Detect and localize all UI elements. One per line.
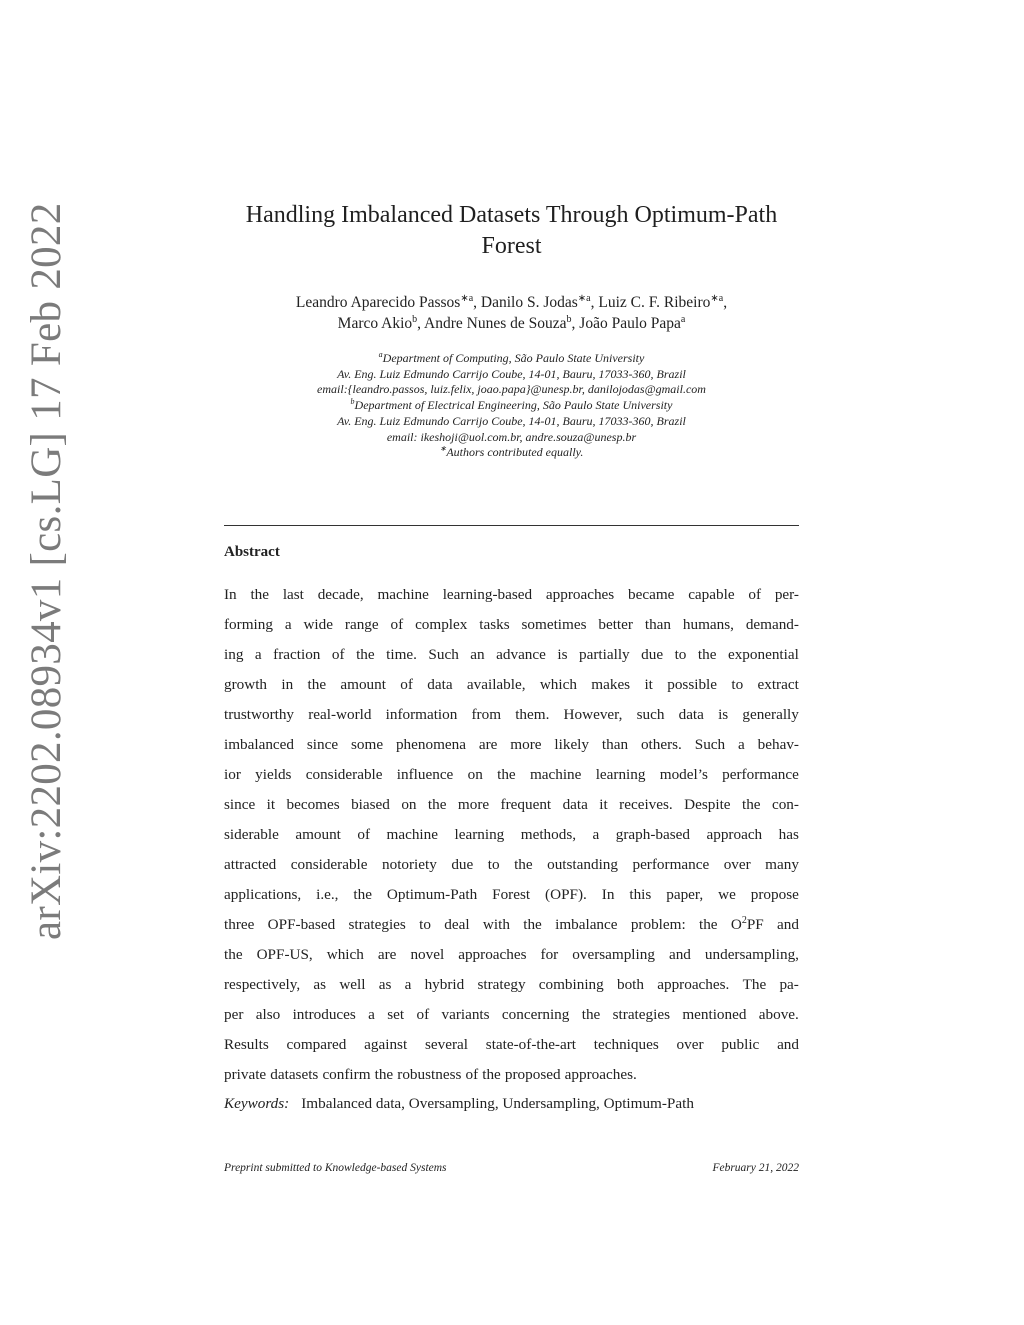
abstract-word: which bbox=[326, 945, 364, 963]
abstract-word: more bbox=[510, 735, 542, 753]
abstract-word: strategies bbox=[612, 1005, 670, 1023]
abstract-word: introduces bbox=[292, 1005, 356, 1023]
abstract-word: exponential bbox=[727, 645, 799, 663]
abstract-word: better bbox=[598, 615, 633, 633]
abstract-word: several bbox=[424, 1035, 468, 1053]
abstract-word: pa- bbox=[779, 975, 799, 993]
abstract-word: the bbox=[741, 795, 761, 813]
abstract-line bbox=[224, 610, 799, 640]
abstract-word: to bbox=[487, 855, 500, 873]
abstract-word: in bbox=[281, 675, 294, 693]
abstract-word: real-world bbox=[308, 705, 372, 723]
abstract-word: con- bbox=[771, 795, 799, 813]
abstract-word: performance bbox=[632, 855, 710, 873]
abstract-word: notoriety bbox=[382, 855, 437, 873]
abstract-word: the bbox=[697, 645, 717, 663]
abstract-word: the bbox=[482, 1065, 501, 1083]
abstract-word: Such bbox=[428, 645, 459, 663]
abstract-word: of bbox=[357, 825, 371, 843]
abstract-word: humans, bbox=[682, 615, 734, 633]
abstract-word: deal bbox=[444, 915, 470, 933]
abstract-word: complex bbox=[415, 615, 468, 633]
footnote-text: Authors contributed equally. bbox=[446, 445, 584, 460]
abstract-word: hybrid bbox=[424, 975, 465, 993]
abstract-word: proposed bbox=[504, 1065, 561, 1083]
abstract-word: per- bbox=[774, 585, 799, 603]
abstract-word: strategy bbox=[477, 975, 526, 993]
affiliation-b-address: Av. Eng. Luiz Edmundo Carrijo Coube, 14-01, Bauru, 17033-360, Brazil bbox=[337, 413, 686, 428]
abstract-word: than bbox=[601, 735, 629, 753]
abstract-word: which bbox=[539, 675, 577, 693]
abstract-word: becomes bbox=[286, 795, 340, 813]
abstract-line bbox=[224, 1060, 799, 1090]
affiliation-b-department bbox=[224, 398, 799, 414]
abstract-word: paper, bbox=[666, 885, 704, 903]
abstract-word: wide bbox=[303, 615, 333, 633]
abstract-word: both bbox=[616, 975, 644, 993]
abstract-word: is bbox=[718, 705, 729, 723]
abstract-word: since bbox=[224, 795, 256, 813]
abstract-word: data bbox=[427, 675, 453, 693]
abstract-word: learning bbox=[595, 765, 646, 783]
abstract-word: a bbox=[404, 975, 412, 993]
abstract-word: of bbox=[400, 675, 413, 693]
abstract-word: and bbox=[777, 1035, 799, 1053]
affiliation-text: Department of Electrical Engineering, São Paulo State University bbox=[354, 398, 673, 413]
abstract-word: learning bbox=[454, 825, 505, 843]
abstract-word: learning-based bbox=[442, 585, 533, 603]
footer-date: February 21, 2022 bbox=[712, 1162, 799, 1174]
abstract-word: sometimes bbox=[521, 615, 587, 633]
abstract-word: for bbox=[540, 945, 559, 963]
abstract-word: the bbox=[698, 915, 718, 933]
author-affiliation-mark: ∗a bbox=[460, 292, 474, 304]
affiliation-text: Department of Computing, São Paulo State University bbox=[382, 351, 645, 365]
abstract-word: three bbox=[224, 915, 255, 933]
abstract-word: strategies bbox=[348, 915, 406, 933]
abstract-line bbox=[224, 820, 799, 850]
abstract-word: Forest bbox=[492, 885, 531, 903]
affiliation-a-email: email:{leandro.passos, luiz.felix, joao.papa}@unesp.br, danilojodas@gmail.com bbox=[317, 382, 706, 397]
footer-journal: Preprint submitted to Knowledge-based Systems bbox=[224, 1162, 447, 1174]
abstract-word: imbalance bbox=[555, 915, 618, 933]
author-separator: , bbox=[473, 294, 481, 311]
abstract-word: this bbox=[629, 885, 652, 903]
abstract-word: performance bbox=[722, 765, 799, 783]
abstract-word: last bbox=[282, 585, 304, 603]
abstract-word: growth bbox=[224, 675, 268, 693]
abstract-word: of bbox=[465, 1065, 479, 1083]
title-line-1: Handling Imbalanced Datasets Through Optimum-Path bbox=[245, 202, 778, 228]
abstract-word: The bbox=[742, 975, 767, 993]
abstract-word: well bbox=[339, 975, 366, 993]
abstract-word: public bbox=[721, 1035, 760, 1053]
abstract-line bbox=[224, 910, 799, 940]
author-name: Marco Akio bbox=[337, 315, 413, 332]
abstract-word: the bbox=[356, 645, 375, 663]
abstract-word: possible bbox=[667, 675, 718, 693]
keywords-line bbox=[224, 1092, 799, 1116]
abstract-word: over bbox=[723, 855, 751, 873]
abstract-word: also bbox=[255, 1005, 281, 1023]
abstract-line bbox=[224, 580, 799, 610]
abstract-line bbox=[224, 700, 799, 730]
abstract-word: variants bbox=[441, 1005, 490, 1023]
author-affiliation-mark: b bbox=[566, 313, 572, 325]
abstract-word: However, bbox=[563, 705, 623, 723]
keywords-text: Imbalanced data, Oversampling, Undersampling, Optimum-Path bbox=[301, 1094, 694, 1112]
keywords-label: Keywords: bbox=[224, 1094, 290, 1112]
abstract-word: an bbox=[470, 645, 485, 663]
abstract-word: of bbox=[748, 585, 762, 603]
abstract-word: yields bbox=[255, 765, 292, 783]
abstract-word: undersampling, bbox=[704, 945, 799, 963]
author-separator: , bbox=[590, 294, 599, 311]
abstract-word: the bbox=[307, 675, 327, 693]
abstract-word: applications, bbox=[224, 885, 302, 903]
equal-contribution-note bbox=[224, 445, 799, 461]
abstract-word: novel bbox=[410, 945, 445, 963]
paper-front-matter bbox=[224, 200, 799, 1116]
abstract-word: the bbox=[497, 765, 516, 783]
abstract-word: tasks bbox=[479, 615, 510, 633]
abstract-word: graph-based bbox=[615, 825, 690, 843]
author-name: Andre Nunes de Souza bbox=[424, 315, 567, 332]
author-name: Luiz C. F. Ribeiro bbox=[598, 294, 711, 311]
abstract-heading: Abstract bbox=[224, 543, 280, 560]
abstract-word: range bbox=[344, 615, 379, 633]
abstract-word: makes bbox=[591, 675, 631, 693]
abstract-word: the bbox=[374, 1065, 394, 1083]
abstract-word: to bbox=[731, 675, 744, 693]
abstract-word: a bbox=[368, 1005, 375, 1023]
abstract-word: attracted bbox=[224, 855, 277, 873]
abstract-word: information bbox=[385, 705, 458, 723]
abstract-word: decade, bbox=[317, 585, 364, 603]
abstract-word: the bbox=[523, 915, 542, 933]
abstract-line bbox=[224, 1030, 799, 1060]
abstract-word: respectively, bbox=[224, 975, 301, 993]
abstract-word: methods, bbox=[520, 825, 577, 843]
author-name: João Paulo Papa bbox=[579, 315, 681, 332]
author-separator: , bbox=[571, 315, 580, 332]
abstract-word: is bbox=[557, 645, 568, 663]
abstract-word: per bbox=[224, 1005, 244, 1023]
abstract-word: state-of-the-art bbox=[485, 1035, 577, 1053]
abstract-word: $O^2PF$ bbox=[730, 914, 764, 933]
abstract-word: Optimum-Path bbox=[386, 885, 478, 903]
abstract-word: phenomena bbox=[395, 735, 466, 753]
abstract-word: ior bbox=[224, 765, 241, 783]
abstract-word: amount bbox=[295, 825, 341, 843]
abstract-word: partially bbox=[579, 645, 630, 663]
author-affiliation-mark: ∗a bbox=[710, 292, 724, 304]
abstract-word: became bbox=[628, 585, 675, 603]
abstract-word: machine bbox=[377, 585, 429, 603]
abstract-word: over bbox=[676, 1035, 704, 1053]
abstract-word: a bbox=[592, 825, 600, 843]
abstract-word: the bbox=[353, 885, 372, 903]
abstract-word: against bbox=[364, 1035, 408, 1053]
abstract-word: mentioned bbox=[682, 1005, 747, 1023]
abstract-word: due bbox=[641, 645, 664, 663]
abstract-word: such bbox=[636, 705, 665, 723]
abstract-word: as bbox=[313, 975, 327, 993]
abstract-word: OPF-based bbox=[267, 915, 336, 933]
abstract-line bbox=[224, 730, 799, 760]
abstract-line bbox=[224, 880, 799, 910]
abstract-word: the bbox=[250, 585, 270, 603]
paper-title bbox=[224, 200, 799, 262]
abstract-word: confirm bbox=[322, 1065, 371, 1083]
abstract-word: approaches. bbox=[564, 1065, 637, 1083]
abstract-word: fraction bbox=[273, 645, 321, 663]
abstract-word: demand- bbox=[745, 615, 799, 633]
affiliations-block bbox=[224, 351, 799, 461]
abstract-word: generally bbox=[742, 705, 799, 723]
abstract-word: are bbox=[478, 735, 498, 753]
abstract-word: receives. bbox=[619, 795, 673, 813]
page-footer bbox=[224, 1162, 799, 1174]
abstract-word: of bbox=[390, 615, 404, 633]
abstract-line bbox=[224, 760, 799, 790]
arxiv-identifier-stamp: arXiv:2202.08934v1 [cs.LG] 17 Feb 2022 bbox=[23, 202, 70, 940]
abstract-word: combining bbox=[538, 975, 604, 993]
abstract-word: frequent bbox=[500, 795, 552, 813]
abstract-word: OPF-US, bbox=[256, 945, 313, 963]
abstract-word: trustworthy bbox=[224, 705, 295, 723]
abstract-word: amount bbox=[340, 675, 386, 693]
abstract-word: has bbox=[778, 825, 799, 843]
abstract-word: available, bbox=[466, 675, 526, 693]
abstract-word: private bbox=[224, 1065, 267, 1083]
abstract-word: extract bbox=[757, 675, 799, 693]
abstract-word: machine bbox=[386, 825, 438, 843]
abstract-word: i.e., bbox=[316, 885, 339, 903]
abstract-line bbox=[224, 970, 799, 1000]
abstract-word: imbalanced bbox=[224, 735, 294, 753]
abstract-word: (OPF). bbox=[545, 885, 587, 903]
author-separator: , bbox=[723, 294, 728, 311]
abstract-word: on bbox=[467, 765, 483, 783]
abstract-word: more bbox=[457, 795, 490, 813]
abstract-word: the bbox=[581, 1005, 601, 1023]
abstract-word: techniques bbox=[593, 1035, 659, 1053]
abstract-word: as bbox=[378, 975, 392, 993]
abstract-word: and bbox=[668, 945, 691, 963]
abstract-word: robustness bbox=[397, 1065, 462, 1083]
abstract-word: others. bbox=[640, 735, 682, 753]
horizontal-rule bbox=[224, 525, 799, 526]
author-affiliation-mark: ∗a bbox=[577, 292, 591, 304]
abstract-word: of bbox=[416, 1005, 430, 1023]
affiliation-a-department bbox=[224, 351, 799, 367]
author-name: Leandro Aparecido Passos bbox=[295, 294, 461, 311]
abstract-line bbox=[224, 670, 799, 700]
abstract-word: ing bbox=[224, 645, 244, 663]
author-name: Danilo S. Jodas bbox=[480, 294, 578, 311]
abstract-word: siderable bbox=[224, 825, 279, 843]
abstract-word: a bbox=[738, 735, 745, 753]
affiliation-b-email: email: ikeshoji@uol.com.br, andre.souza@unesp.br bbox=[386, 429, 637, 444]
abstract-word: In bbox=[224, 585, 237, 603]
author-separator: , bbox=[417, 315, 425, 332]
author-affiliation-mark: b bbox=[412, 313, 418, 325]
affiliation-mark: a bbox=[378, 350, 383, 359]
abstract-word: likely bbox=[554, 735, 589, 753]
abstract-word: machine bbox=[529, 765, 582, 783]
abstract-line bbox=[224, 790, 799, 820]
abstract-line bbox=[224, 640, 799, 670]
abstract-word: the bbox=[514, 855, 533, 873]
abstract-body bbox=[224, 580, 799, 1090]
author-affiliation-mark: a bbox=[680, 313, 686, 325]
abstract-word: above. bbox=[758, 1005, 799, 1023]
abstract-word: and bbox=[777, 915, 799, 933]
abstract-word: it bbox=[266, 795, 276, 813]
abstract-word: are bbox=[377, 945, 397, 963]
abstract-word: Such bbox=[694, 735, 726, 753]
abstract-word: behav- bbox=[757, 735, 799, 753]
abstract-line bbox=[224, 1000, 799, 1030]
abstract-word: advance bbox=[496, 645, 546, 663]
author-line-2 bbox=[224, 313, 799, 334]
abstract-word: a bbox=[254, 645, 262, 663]
abstract-word: approaches bbox=[458, 945, 527, 963]
abstract-word: a bbox=[284, 615, 292, 633]
author-line-1 bbox=[224, 292, 799, 313]
abstract-word: propose bbox=[750, 885, 799, 903]
abstract-word: considerable bbox=[305, 765, 383, 783]
abstract-word: Despite bbox=[684, 795, 731, 813]
abstract-word: than bbox=[644, 615, 671, 633]
abstract-word: model’s bbox=[659, 765, 708, 783]
abstract-word: concerning bbox=[501, 1005, 570, 1023]
abstract-word: capable bbox=[688, 585, 735, 603]
abstract-word: to bbox=[419, 915, 431, 933]
abstract-word: due bbox=[451, 855, 474, 873]
abstract-word: it bbox=[599, 795, 608, 813]
title-line-2: Forest bbox=[481, 233, 542, 259]
abstract-word: approach bbox=[706, 825, 763, 843]
abstract-word: forming bbox=[224, 615, 273, 633]
abstract-word: compared bbox=[286, 1035, 347, 1053]
abstract-word: with bbox=[482, 915, 510, 933]
abstract-line bbox=[224, 850, 799, 880]
abstract-word: we bbox=[718, 885, 736, 903]
abstract-word: Results bbox=[224, 1035, 269, 1053]
abstract-word: outstanding bbox=[547, 855, 618, 873]
abstract-word: time. bbox=[386, 645, 417, 663]
abstract-word: oversampling bbox=[572, 945, 655, 963]
abstract-word: datasets bbox=[270, 1065, 319, 1083]
abstract-word: to bbox=[674, 645, 687, 663]
abstract-line bbox=[224, 940, 799, 970]
abstract-word: from bbox=[471, 705, 502, 723]
abstract-word: approaches. bbox=[657, 975, 730, 993]
abstract-word: set bbox=[387, 1005, 405, 1023]
abstract-word: many bbox=[765, 855, 799, 873]
abstract-word: some bbox=[351, 735, 384, 753]
abstract-word: problem: bbox=[630, 915, 686, 933]
abstract-word: the bbox=[427, 795, 447, 813]
abstract-word: influence bbox=[396, 765, 454, 783]
abstract-word: on bbox=[401, 795, 417, 813]
affiliation-mark: b bbox=[350, 397, 355, 407]
author-list bbox=[224, 292, 799, 334]
abstract-word: considerable bbox=[290, 855, 368, 873]
abstract-word: In bbox=[601, 885, 615, 903]
abstract-word: since bbox=[306, 735, 339, 753]
abstract-word: of bbox=[331, 645, 345, 663]
abstract-word: biased bbox=[351, 795, 390, 813]
abstract-word: them. bbox=[515, 705, 550, 723]
abstract-word: data bbox=[562, 795, 588, 813]
abstract-word: it bbox=[644, 675, 653, 693]
abstract-word: approaches bbox=[545, 585, 615, 603]
affiliation-a-address: Av. Eng. Luiz Edmundo Carrijo Coube, 14-01, Bauru, 17033-360, Brazil bbox=[337, 366, 686, 381]
abstract-word: the bbox=[224, 945, 243, 963]
footnote-mark: ∗ bbox=[439, 444, 447, 454]
abstract-word: data bbox=[678, 705, 704, 723]
